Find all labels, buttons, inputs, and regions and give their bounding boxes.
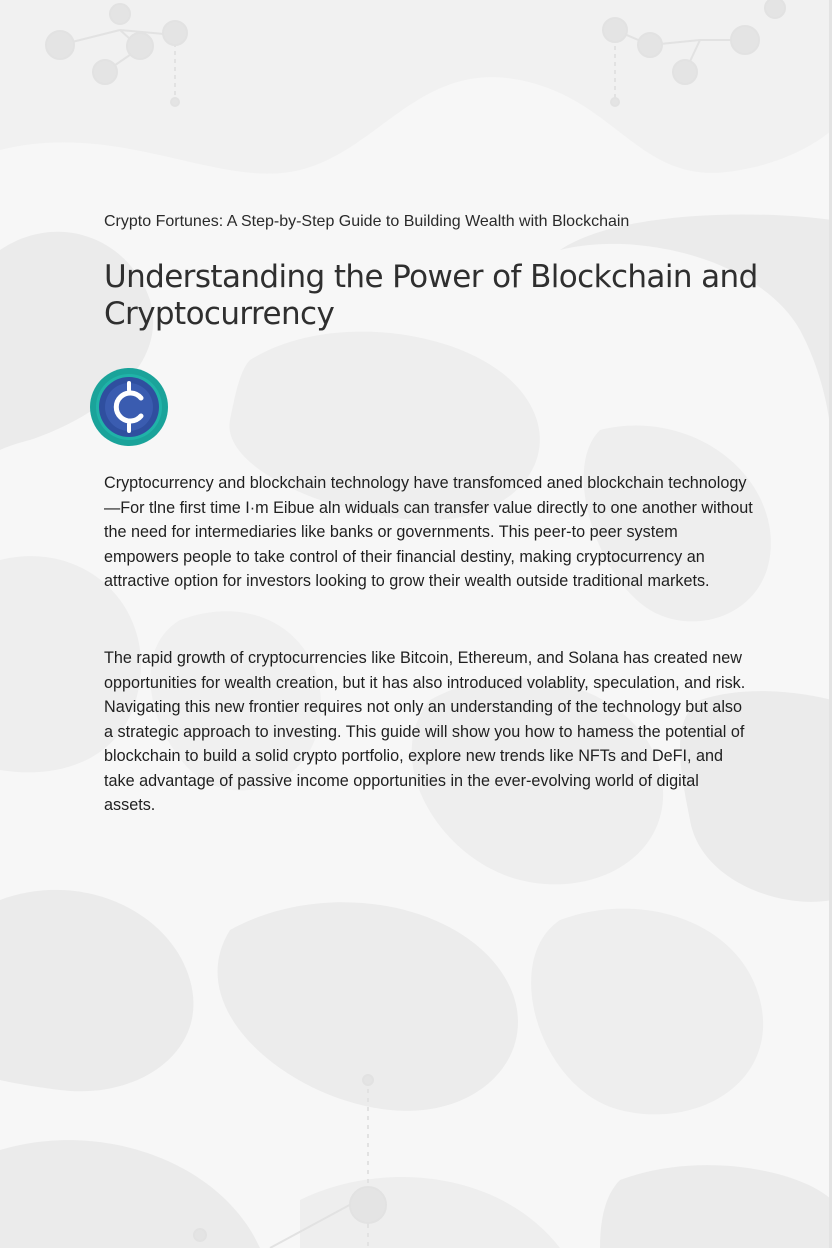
body-paragraph-1: Cryptocurrency and blockchain technology have transfomced aned blockchain technology—For tlne first time I·m Eibue aln widuals can transfer value directly to one another without the need for intermediaries like banks or governments. This peer-to peer system empowers people to take control of their financial destiny, making cryptocurrency an attractive option for investors looking to grow their wealth outside traditional markets. bbox=[104, 474, 753, 590]
crypto-coin-c-icon bbox=[89, 367, 169, 447]
body-paragraph-2: The rapid growth of cryptocurrencies like Bitcoin, Ethereum, and Solana has created new opportunities for wealth creation, but it has also introduced volablity, speculation, and risk. Navigating this new frontier requires not only an understanding of the technology but also a strategic approach to investing. This guide will show you how to hamess the potential of blockchain to build a solid crypto portfolio, explore new trends like NFTs and DeFI, and take advantage of passive income opportunities in the ever-evolving world of digital assets. bbox=[104, 649, 746, 814]
chapter-title: Understanding the Power of Blockchain and Cryptocurrency bbox=[104, 259, 758, 332]
running-header: Crypto Fortunes: A Step-by-Step Guide to Building Wealth with Blockchain bbox=[104, 213, 630, 230]
